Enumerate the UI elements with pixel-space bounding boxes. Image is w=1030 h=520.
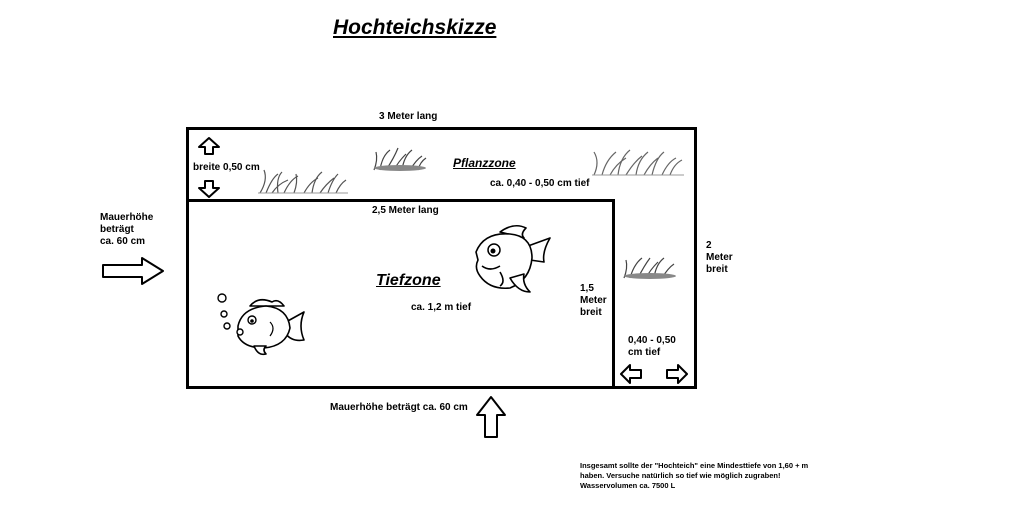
arrow-right-icon [666,364,688,384]
outer-width-2: Meter [706,252,733,263]
wall-height-left-3: ca. 60 cm [100,236,146,247]
arrow-left-icon [620,364,642,384]
deep-zone-width-3: breit [580,307,602,318]
arrow-down-icon [198,180,220,198]
fish-icon [470,220,552,296]
deep-zone-title: Tiefzone [376,272,441,289]
side-zone-depth-1: 0,40 - 0,50 [628,335,676,346]
wall-height-left-1: Mauerhöhe [100,212,154,223]
grass-icon [592,148,684,176]
note-line-1: Insgesamt sollte der "Hochteich" eine Mindesttiefe von 1,60 + m [580,461,809,470]
outer-width-1: 2 [706,240,712,251]
fish-icon [214,292,310,358]
grass-icon [258,168,348,194]
grass-icon [372,146,428,172]
wall-height-left-2: beträgt [100,224,134,235]
arrow-up-icon [198,137,220,155]
deep-zone-length: 2,5 Meter lang [372,205,439,216]
note-line-2: haben. Versuche natürlich so tief wie möglich zugraben! [580,471,781,480]
deep-zone-depth: ca. 1,2 m tief [411,302,472,313]
outer-width-3: breit [706,264,728,275]
side-zone-depth-2: cm tief [628,347,661,358]
diagram-title: Hochteichskizze [333,16,497,39]
wall-height-bottom: Mauerhöhe beträgt ca. 60 cm [330,402,468,413]
deep-zone-width-2: Meter [580,295,607,306]
note-line-3: Wasservolumen ca. 7500 L [580,481,676,490]
grass-icon [622,254,678,280]
plant-zone-width: breite 0,50 cm [193,162,260,173]
deep-zone-width-1: 1,5 [580,283,594,294]
plant-zone-title: Pflanzzone [453,156,516,170]
outer-length-label: 3 Meter lang [379,111,438,122]
note-text [580,461,808,491]
plant-zone-depth: ca. 0,40 - 0,50 cm tief [490,178,590,189]
arrow-right-icon [102,257,164,285]
arrow-up-icon [476,396,506,438]
